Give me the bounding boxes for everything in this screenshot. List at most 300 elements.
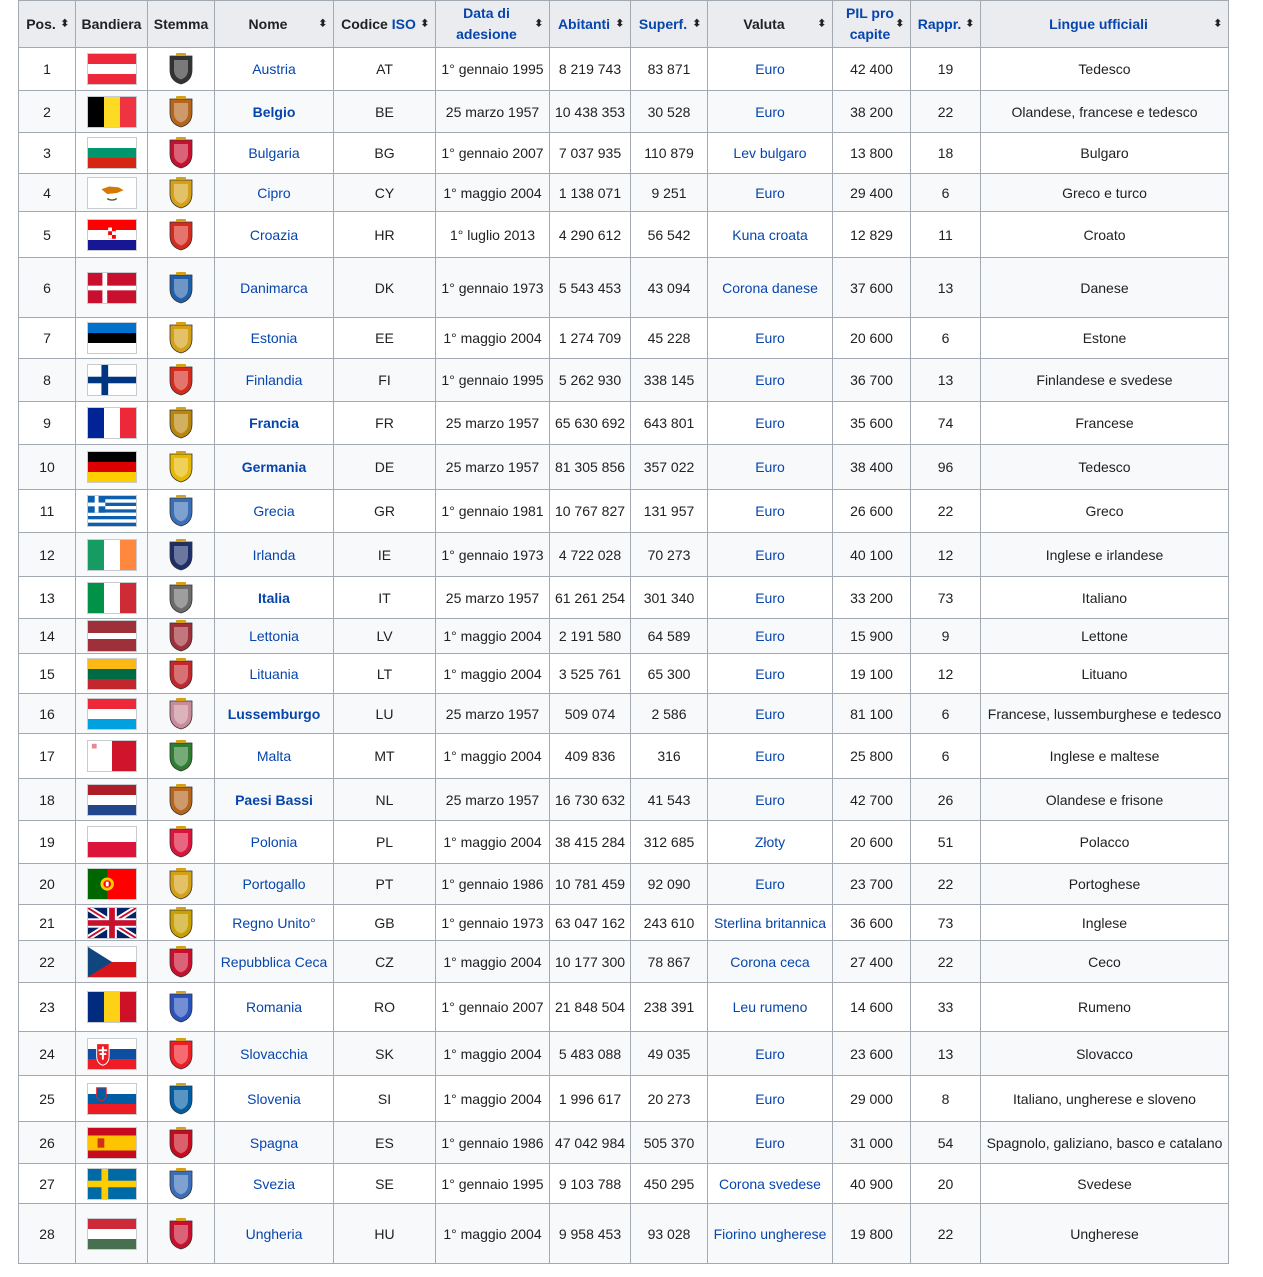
country-name-cell: [215, 779, 334, 821]
country-name-link[interactable]: Lituania: [249, 665, 299, 682]
seats-value: 11: [938, 226, 953, 243]
column-header-label: Valuta: [743, 15, 785, 32]
date-cell: [436, 1204, 550, 1264]
gdp-value: 37 600: [850, 279, 893, 296]
country-name-link[interactable]: Slovacchia: [240, 1045, 308, 1062]
slovenia-flag-icon[interactable]: [87, 1083, 137, 1115]
gdp-value: 42 700: [850, 791, 893, 808]
column-header-7[interactable]: [631, 1, 708, 48]
currency-link[interactable]: Euro: [755, 459, 785, 475]
column-header-label[interactable]: Abitanti: [557, 15, 611, 32]
column-header-9[interactable]: [833, 1, 911, 48]
lithuania-flag-icon[interactable]: [87, 658, 137, 690]
lang-cell: [981, 577, 1229, 619]
date-value: 1° gennaio 2007: [441, 999, 544, 1015]
column-header-11[interactable]: [981, 1, 1229, 48]
pos-cell: [19, 1076, 76, 1122]
pos-cell: [19, 1164, 76, 1204]
column-header-1: [76, 1, 148, 48]
pop-value: 1 138 071: [558, 184, 622, 201]
seats-value: 6: [941, 184, 950, 201]
date-value: 1° maggio 2004: [443, 184, 542, 201]
portugal-flag-icon[interactable]: [87, 868, 137, 900]
currency-cell: [708, 779, 833, 821]
sort-arrows-icon[interactable]: ⬍: [534, 18, 543, 30]
area-cell: [631, 1032, 708, 1076]
currency-cell: [708, 533, 833, 577]
date-cell: [436, 48, 550, 91]
table-row: [19, 1032, 1229, 1076]
seats-value: 22: [937, 876, 954, 892]
pos-cell: [19, 734, 76, 779]
column-header-10[interactable]: [911, 1, 981, 48]
date-cell: [436, 318, 550, 359]
lang-cell: [981, 821, 1229, 864]
date-value: 1° maggio 2004: [443, 1045, 542, 1062]
pos-value: 28: [39, 1225, 55, 1242]
column-header-4[interactable]: [334, 1, 436, 48]
pop-value: 21 848 504: [554, 999, 626, 1015]
country-name-cell: [215, 359, 334, 402]
currency-link[interactable]: Euro: [755, 876, 785, 892]
gdp-value: 36 600: [850, 914, 893, 931]
date-value: 1° gennaio 1986: [441, 1134, 544, 1151]
coat-of-arms-icon: [166, 450, 196, 484]
pos-value: 1: [43, 61, 51, 77]
flag-cell: [76, 1076, 148, 1122]
lang-cell: [981, 864, 1229, 905]
sort-arrows-icon[interactable]: ⬍: [318, 18, 327, 30]
column-header-8[interactable]: [708, 1, 833, 48]
currency-link[interactable]: Leu rumeno: [732, 999, 808, 1015]
seats-value: 26: [937, 791, 954, 808]
gdp-value: 14 600: [850, 999, 893, 1015]
pop-cell: [550, 533, 631, 577]
country-name-link[interactable]: Ungheria: [245, 1225, 303, 1242]
gdp-cell: [833, 48, 911, 91]
currency-link[interactable]: Złoty: [754, 834, 786, 850]
country-name-cell: [215, 694, 334, 734]
area-value: 243 610: [643, 914, 695, 931]
iso-value: ES: [375, 1134, 394, 1151]
sort-arrows-icon[interactable]: ⬍: [895, 18, 904, 30]
sweden-flag-icon[interactable]: [87, 1168, 137, 1200]
pop-value: 47 042 984: [554, 1134, 626, 1151]
currency-link[interactable]: Lev bulgaro: [733, 145, 807, 161]
country-name-link[interactable]: Austria: [252, 61, 296, 77]
country-name-link[interactable]: Grecia: [253, 503, 295, 519]
austria-flag-icon[interactable]: [87, 53, 137, 85]
country-name-link[interactable]: Lussemburgo: [227, 705, 321, 722]
currency-link[interactable]: Euro: [755, 748, 785, 764]
country-name-link[interactable]: Bulgaria: [248, 145, 300, 161]
seats-value: 22: [937, 953, 954, 970]
table-row: [19, 318, 1229, 359]
date-cell: [436, 91, 550, 133]
spain-flag-icon[interactable]: [87, 1127, 137, 1159]
gdp-value: 38 200: [850, 103, 893, 120]
seats-cell: [911, 864, 981, 905]
currency-link[interactable]: Euro: [755, 791, 785, 808]
coat-of-arms-cell: [148, 1204, 215, 1264]
currency-link[interactable]: Corona ceca: [730, 953, 810, 970]
pos-cell: [19, 258, 76, 318]
date-cell: [436, 821, 550, 864]
country-name-cell: [215, 533, 334, 577]
iso-cell: [334, 48, 436, 91]
currency-cell: [708, 174, 833, 212]
column-header-label: Bandiera: [81, 15, 142, 32]
ireland-flag-icon[interactable]: [87, 539, 137, 571]
sort-arrows-icon[interactable]: ⬍: [1213, 18, 1222, 30]
area-value: 357 022: [643, 459, 695, 475]
gdp-value: 38 400: [850, 459, 893, 475]
lang-value: Portoghese: [1068, 876, 1141, 892]
italy-flag-icon[interactable]: [87, 582, 137, 614]
date-cell: [436, 402, 550, 445]
flag-cell: [76, 619, 148, 654]
currency-link[interactable]: Euro: [755, 665, 785, 682]
currency-link[interactable]: Euro: [755, 415, 785, 431]
pos-cell: [19, 212, 76, 258]
lang-cell: [981, 694, 1229, 734]
iso-value: GR: [374, 503, 395, 519]
coat-of-arms-icon: [166, 176, 196, 210]
gdp-value: 26 600: [850, 503, 893, 519]
lang-cell: [981, 734, 1229, 779]
pop-cell: [550, 91, 631, 133]
pop-value: 509 074: [564, 705, 616, 722]
area-cell: [631, 318, 708, 359]
country-name-link[interactable]: Regno Unito°: [232, 914, 316, 931]
greece-flag-icon[interactable]: [87, 495, 137, 527]
currency-link[interactable]: Euro: [755, 1045, 785, 1062]
gdp-value: 12 829: [850, 226, 893, 243]
area-value: 20 273: [647, 1090, 691, 1107]
country-name-link[interactable]: Lettonia: [249, 628, 299, 644]
area-cell: [631, 133, 708, 174]
lang-value: Greco: [1085, 503, 1124, 519]
gdp-value: 40 900: [850, 1175, 893, 1192]
lang-cell: [981, 258, 1229, 318]
area-cell: [631, 1204, 708, 1264]
area-value: 92 090: [647, 876, 691, 892]
gdp-cell: [833, 318, 911, 359]
area-value: 49 035: [647, 1045, 691, 1062]
currency-cell: [708, 577, 833, 619]
seats-value: 13: [937, 1045, 954, 1062]
flag-cell: [76, 359, 148, 402]
flag-cell: [76, 402, 148, 445]
iso-cell: [334, 133, 436, 174]
currency-link[interactable]: Euro: [755, 103, 785, 120]
france-flag-icon[interactable]: [87, 407, 137, 439]
area-cell: [631, 1122, 708, 1164]
country-name-link[interactable]: Finlandia: [245, 372, 303, 388]
country-name-link[interactable]: Polonia: [250, 834, 298, 850]
poland-flag-icon[interactable]: [87, 826, 137, 858]
country-name-link[interactable]: Croazia: [249, 226, 299, 243]
country-name-link[interactable]: Germania: [241, 459, 307, 475]
gdp-cell: [833, 734, 911, 779]
column-header-3[interactable]: [215, 1, 334, 48]
country-name-cell: [215, 174, 334, 212]
date-cell: [436, 533, 550, 577]
column-header-5[interactable]: [436, 1, 550, 48]
iso-value: RO: [374, 999, 395, 1015]
romania-flag-icon[interactable]: [87, 991, 137, 1023]
table-row: [19, 779, 1229, 821]
country-name-link[interactable]: Romania: [245, 999, 303, 1015]
currency-cell: [708, 983, 833, 1032]
czech-flag-icon[interactable]: [87, 946, 137, 978]
area-cell: [631, 1076, 708, 1122]
hungary-flag-icon[interactable]: [87, 1218, 137, 1250]
country-name-link[interactable]: Italia: [258, 589, 290, 606]
date-cell: [436, 619, 550, 654]
iso-cell: [334, 734, 436, 779]
germany-flag-icon[interactable]: [87, 451, 137, 483]
area-value: 131 957: [643, 503, 695, 519]
gdp-cell: [833, 445, 911, 490]
gdp-cell: [833, 212, 911, 258]
belgium-flag-icon[interactable]: [87, 96, 137, 128]
country-name-link[interactable]: Belgio: [252, 103, 296, 120]
pop-cell: [550, 318, 631, 359]
pos-cell: [19, 318, 76, 359]
currency-link[interactable]: Corona danese: [722, 279, 818, 296]
uk-flag-icon[interactable]: [87, 907, 137, 939]
table-row: [19, 1204, 1229, 1264]
pos-value: 11: [39, 503, 55, 519]
country-name-link[interactable]: Svezia: [252, 1175, 296, 1192]
pop-value: 10 438 353: [554, 103, 626, 120]
croatia-flag-icon[interactable]: [87, 219, 137, 251]
iso-value: NL: [375, 791, 394, 808]
lang-value: Estone: [1082, 330, 1127, 346]
pos-value: 23: [39, 999, 55, 1015]
currency-link[interactable]: Euro: [755, 705, 785, 722]
coat-of-arms-cell: [148, 490, 215, 533]
country-name-cell: [215, 402, 334, 445]
area-value: 2 586: [651, 705, 687, 722]
coat-of-arms-icon: [166, 1037, 196, 1071]
currency-link[interactable]: Euro: [755, 589, 785, 606]
seats-value: 73: [937, 589, 954, 606]
denmark-flag-icon[interactable]: [87, 272, 137, 304]
flag-cell: [76, 318, 148, 359]
sort-arrows-icon[interactable]: ⬍: [692, 18, 701, 30]
pop-cell: [550, 734, 631, 779]
luxembourg-flag-icon[interactable]: [87, 698, 137, 730]
currency-link[interactable]: Kuna croata: [732, 226, 808, 243]
pop-value: 5 262 930: [558, 372, 622, 388]
area-cell: [631, 619, 708, 654]
column-header-label: Codice: [341, 15, 388, 32]
currency-link[interactable]: Fiorino ungherese: [713, 1225, 827, 1242]
country-name-cell: [215, 1164, 334, 1204]
flag-cell: [76, 1122, 148, 1164]
currency-cell: [708, 212, 833, 258]
date-value: 1° maggio 2004: [443, 665, 542, 682]
seats-cell: [911, 359, 981, 402]
date-cell: [436, 983, 550, 1032]
pop-value: 5 543 453: [558, 279, 622, 296]
sort-arrows-icon[interactable]: ⬍: [817, 18, 826, 30]
pos-cell: [19, 91, 76, 133]
sort-arrows-icon[interactable]: ⬍: [420, 18, 429, 30]
seats-value: 19: [937, 61, 954, 77]
area-cell: [631, 821, 708, 864]
iso-value: SI: [377, 1090, 392, 1107]
area-value: 316: [657, 748, 681, 764]
seats-cell: [911, 1032, 981, 1076]
country-name-link[interactable]: Spagna: [249, 1134, 299, 1151]
area-cell: [631, 402, 708, 445]
currency-link[interactable]: Euro: [755, 184, 785, 201]
currency-cell: [708, 1122, 833, 1164]
pos-cell: [19, 402, 76, 445]
malta-flag-icon[interactable]: [87, 740, 137, 772]
column-header-label[interactable]: Lingue ufficiali: [1049, 15, 1148, 32]
country-name-link[interactable]: Portogallo: [242, 876, 306, 892]
iso-value: BG: [374, 145, 395, 161]
flag-cell: [76, 1164, 148, 1204]
area-value: 312 685: [643, 834, 695, 850]
currency-link[interactable]: Euro: [755, 330, 785, 346]
pop-cell: [550, 1164, 631, 1204]
coat-of-arms-cell: [148, 91, 215, 133]
area-cell: [631, 654, 708, 694]
date-value: 1° maggio 2004: [443, 330, 542, 346]
gdp-cell: [833, 490, 911, 533]
country-name-link[interactable]: Paesi Bassi: [235, 791, 313, 808]
table-header: [19, 1, 1229, 48]
sort-arrows-icon[interactable]: ⬍: [615, 18, 624, 30]
currency-link[interactable]: Sterlina britannica: [713, 914, 827, 931]
pop-cell: [550, 1076, 631, 1122]
iso-value: SE: [375, 1175, 394, 1192]
sort-arrows-icon[interactable]: ⬍: [965, 18, 974, 30]
slovakia-flag-icon[interactable]: [87, 1038, 137, 1070]
currency-link[interactable]: Euro: [755, 372, 785, 388]
column-header-label[interactable]: Rappr.: [917, 15, 962, 32]
country-name-cell: [215, 91, 334, 133]
area-value: 301 340: [643, 589, 695, 606]
lang-value: Croato: [1083, 226, 1126, 243]
gdp-cell: [833, 694, 911, 734]
gdp-value: 31 000: [850, 1134, 893, 1151]
column-header-label: Pos.: [26, 15, 56, 32]
currency-link[interactable]: Euro: [755, 61, 785, 77]
lang-cell: [981, 1122, 1229, 1164]
coat-of-arms-icon: [166, 867, 196, 901]
gdp-cell: [833, 654, 911, 694]
gdp-value: 20 600: [850, 330, 893, 346]
date-cell: [436, 905, 550, 941]
currency-link[interactable]: Euro: [755, 546, 785, 563]
cyprus-flag-icon[interactable]: [87, 177, 137, 209]
column-header-link[interactable]: ISO: [391, 15, 416, 32]
column-header-6[interactable]: [550, 1, 631, 48]
country-name-link[interactable]: Francia: [249, 415, 299, 431]
gdp-value: 19 800: [850, 1225, 893, 1242]
table-row: [19, 864, 1229, 905]
lang-value: Danese: [1080, 279, 1129, 296]
pos-value: 2: [43, 103, 51, 120]
estonia-flag-icon[interactable]: [87, 322, 137, 354]
table-row: [19, 577, 1229, 619]
coat-of-arms-icon: [166, 406, 196, 440]
column-header-label[interactable]: PIL pro capite: [846, 5, 894, 42]
country-name-link[interactable]: Estonia: [250, 330, 298, 346]
seats-cell: [911, 490, 981, 533]
flag-cell: [76, 577, 148, 619]
pop-value: 7 037 935: [558, 145, 622, 161]
table-row: [19, 821, 1229, 864]
pop-cell: [550, 174, 631, 212]
currency-link[interactable]: Euro: [755, 1134, 785, 1151]
netherlands-flag-icon[interactable]: [87, 784, 137, 816]
area-value: 450 295: [643, 1175, 695, 1192]
country-name-link[interactable]: Cipro: [257, 184, 291, 201]
pop-value: 4 722 028: [558, 546, 622, 563]
gdp-cell: [833, 1204, 911, 1264]
flag-cell: [76, 533, 148, 577]
coat-of-arms-icon: [166, 783, 196, 817]
iso-cell: [334, 445, 436, 490]
area-value: 110 879: [644, 145, 694, 161]
currency-cell: [708, 490, 833, 533]
iso-value: LT: [376, 665, 393, 682]
column-header-0[interactable]: [19, 1, 76, 48]
column-header-label[interactable]: Superf.: [638, 15, 688, 32]
country-name-link[interactable]: Irlanda: [252, 546, 296, 563]
gdp-value: 81 100: [850, 705, 893, 722]
country-name-link[interactable]: Danimarca: [240, 279, 308, 296]
date-cell: [436, 212, 550, 258]
finland-flag-icon[interactable]: [87, 364, 137, 396]
currency-link[interactable]: Euro: [755, 503, 785, 519]
iso-value: BE: [375, 103, 394, 120]
currency-link[interactable]: Euro: [755, 628, 785, 644]
date-cell: [436, 133, 550, 174]
sort-arrows-icon[interactable]: ⬍: [60, 18, 69, 30]
latvia-flag-icon[interactable]: [87, 620, 137, 652]
country-name-link[interactable]: Slovenia: [247, 1090, 301, 1107]
pos-value: 22: [39, 953, 55, 970]
country-name-link[interactable]: Malta: [256, 748, 292, 764]
country-name-cell: [215, 864, 334, 905]
coat-of-arms-cell: [148, 1122, 215, 1164]
currency-link[interactable]: Euro: [755, 1090, 785, 1107]
currency-link[interactable]: Corona svedese: [719, 1175, 821, 1192]
country-name-cell: [215, 821, 334, 864]
bulgaria-flag-icon[interactable]: [87, 137, 137, 169]
pop-cell: [550, 212, 631, 258]
country-name-link[interactable]: Repubblica Ceca: [220, 953, 328, 970]
coat-of-arms-icon: [166, 1217, 196, 1251]
table-row: [19, 734, 1229, 779]
flag-cell: [76, 445, 148, 490]
area-cell: [631, 174, 708, 212]
column-header-label[interactable]: Data di adesione: [456, 5, 517, 42]
currency-cell: [708, 402, 833, 445]
table-row: [19, 174, 1229, 212]
iso-value: EE: [375, 330, 394, 346]
seats-cell: [911, 983, 981, 1032]
coat-of-arms-cell: [148, 318, 215, 359]
